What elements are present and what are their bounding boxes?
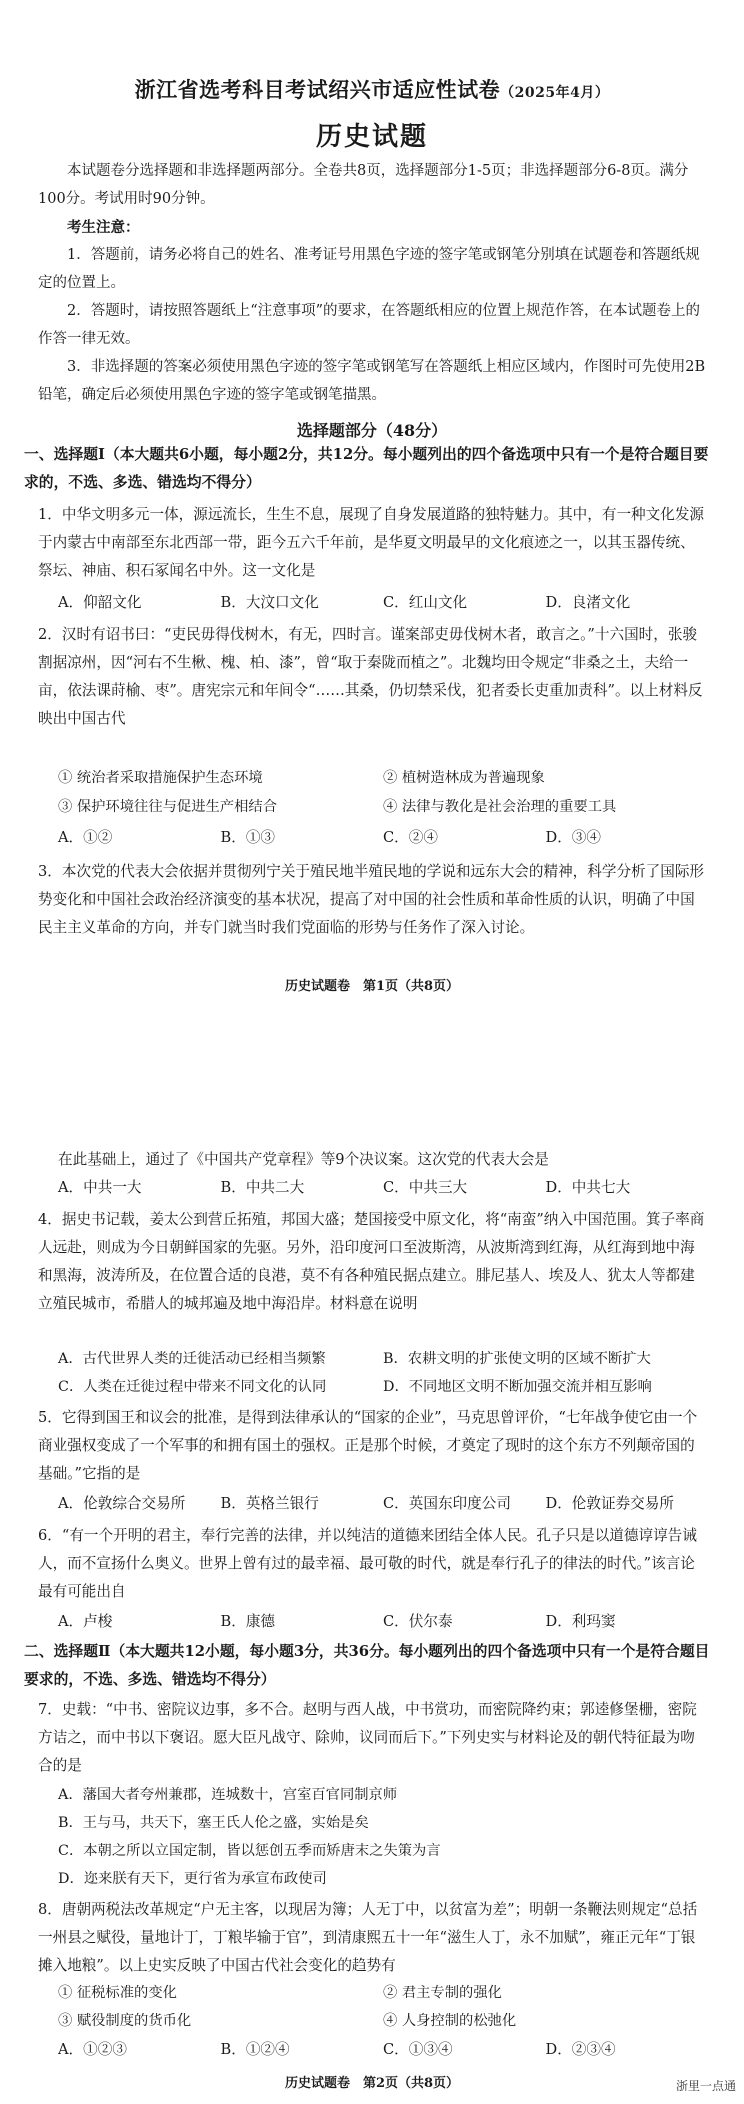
option-d: D．②③④ xyxy=(545,2041,616,2058)
question-2-statements-row1 xyxy=(58,767,708,787)
option-a: A．仰韶文化 xyxy=(58,594,142,611)
statement-3: ③ 赋役制度的货币化 xyxy=(58,2013,192,2029)
option-b: B．①②④ xyxy=(220,2041,290,2058)
question-2-options xyxy=(58,826,708,847)
option-a: A．①② xyxy=(58,829,113,846)
watermark: 浙里一点通 xyxy=(675,2079,736,2093)
question-3-stem-continued: 在此基础上，通过了《中国共产党章程》等9个决议案。这次党的代表大会是 xyxy=(58,1151,549,1168)
question-7-option-a: A．藩国大者夸州兼郡，连城数十，宫室百官同制京师 xyxy=(58,1787,398,1803)
option-d: D．利玛窦 xyxy=(545,1613,616,1630)
statement-3: ③ 保护环境往往与促进生产相结合 xyxy=(58,799,277,815)
page-footer-1: 历史试题卷 第1页（共8页） xyxy=(284,979,460,994)
option-d: D．不同地区文明不断加强交流并相互影响 xyxy=(383,1379,652,1395)
question-5-stem: 5．它得到国王和议会的批准，是得到法律承认的“国家的企业”，马克思曾评价，“七年战争使它由一个商业强权变成了一个军事的和拥有国土的强权。正是那个时候，才奠定了现时的这个东方不列颠帝国的基础。”它指的是 xyxy=(38,1409,698,1482)
option-a: A．卢梭 xyxy=(58,1613,113,1630)
option-b: B．英格兰银行 xyxy=(220,1495,319,1512)
subject-title: 历史试题 xyxy=(315,122,428,152)
question-6-stem: 6．“有一个开明的君主，奉行完善的法律，并以纯洁的道德来团结全体人民。孔子只是以道德谆谆告诫人，而不宣扬什么奥义。世界上曾有过的最幸福、最可敬的时代，就是奉行孔子的律法的时代。”该言论最有可能出自 xyxy=(38,1527,697,1600)
page-gap xyxy=(0,1005,744,1130)
question-8-options xyxy=(58,2038,708,2059)
page-footer-2: 历史试题卷 第2页（共8页） xyxy=(284,2076,460,2091)
question-8-statements-row2 xyxy=(58,2010,708,2030)
section2-heading: 二、选择题Ⅱ（本大题共12小题，每小题3分，共36分。每小题列出的四个备选项中只有一个是符合题目要求的，不选、多选、错选均不得分） xyxy=(24,1643,710,1688)
exam-page-1 xyxy=(0,0,744,1005)
option-d: D．③④ xyxy=(545,829,601,846)
question-1-stem: 1．中华文明多元一体，源远流长，生生不息，展现了自身发展道路的独特魅力。其中，有一种文化发源于内蒙古中南部至东北西部一带，距今五六千年前，是华夏文明最早的文化痕迹之一，以其玉器传统、祭坛、神庙、积石冢闻名中外。这一文化是 xyxy=(38,506,705,579)
exam-page-2 xyxy=(0,1130,744,2104)
question-5-options xyxy=(58,1492,708,1513)
question-8-statements-row1 xyxy=(58,1982,708,2002)
option-a: A．古代世界人类的迁徙活动已经相当频繁 xyxy=(58,1351,326,1367)
option-c: C．②④ xyxy=(383,829,438,846)
option-a: A．伦敦综合交易所 xyxy=(58,1495,186,1512)
option-d: D．伦敦证券交易所 xyxy=(545,1495,674,1512)
option-c: C．中共三大 xyxy=(383,1179,468,1196)
option-d: D．良渚文化 xyxy=(545,594,631,611)
statement-1: ① 征税标准的变化 xyxy=(58,1985,177,2001)
option-d: D．中共七大 xyxy=(545,1179,631,1196)
option-b: B．①③ xyxy=(220,829,276,846)
option-c: C．伏尔泰 xyxy=(383,1613,453,1630)
option-b: B．康德 xyxy=(220,1613,276,1630)
notice-title: 考生注意： xyxy=(67,219,140,236)
question-2-statements-row2 xyxy=(58,796,708,816)
statement-1: ① 统治者采取措施保护生态环境 xyxy=(58,770,263,786)
option-c: C．红山文化 xyxy=(383,594,468,611)
question-6-options xyxy=(58,1610,708,1631)
question-7-option-b: B．王与马，共天下，塞王氏人伦之盛，实始是矣 xyxy=(58,1815,369,1831)
question-4-stem: 4．据史书记载，姜太公到营丘拓殖，邦国大盛；楚国接受中原文化，将“南蛮”纳入中国范围。箕子率商人远赴，则成为今日朝鲜国家的先驱。另外，沿印度河口至波斯湾，从波斯湾到红海，从红海到地中海和黑海，波涛所及，在位置合适的良港，莫不有各种殖民据点建立。腓尼基人、埃及人、犹太人等都建立殖民城市，希腊人的城邦遍及地中海沿岸。材料意在说明 xyxy=(38,1211,705,1312)
option-a: A．中共一大 xyxy=(58,1179,142,1196)
question-7-option-c: C．本朝之所以立国定制，皆以惩创五季而矫唐末之失策为言 xyxy=(58,1843,441,1859)
notice-item-1: 1．答题前，请务必将自己的姓名、准考证号用黑色字迹的签字笔或钢笔分别填在试题卷和答题纸规定的位置上。 xyxy=(38,247,700,291)
question-3-stem: 3．本次党的代表大会依据并贯彻列宁关于殖民地半殖民地的学说和远东大会的精神，科学分析了国际形势变化和中国社会政治经济演变的基本状况，提高了对中国的社会性质和革命性质的认识，明确了中国民主主义革命的方向，并专门就当时我们党面临的形势与任务作了深入讨论。 xyxy=(38,863,705,936)
option-c: C．英国东印度公司 xyxy=(383,1495,511,1512)
question-3-options xyxy=(58,1176,708,1197)
statement-2: ② 植树造林成为普遍现象 xyxy=(383,770,545,786)
exam-title: 浙江省选考科目考试绍兴市适应性试卷（2025年4月） xyxy=(134,77,610,102)
option-c: C．①③④ xyxy=(383,2041,453,2058)
option-c: C．人类在迁徙过程中带来不同文化的认同 xyxy=(58,1379,327,1395)
option-a: A．①②③ xyxy=(58,2041,127,2058)
notice-item-2: 2．答题时，请按照答题纸上“注意事项”的要求，在答题纸相应的位置上规范作答，在本试题卷上的作答一律无效。 xyxy=(38,303,701,347)
question-7-stem: 7．史载：“中书、密院议边事，多不合。赵明与西人战，中书赏功，而密院降约束；郭逵修堡栅，密院方诘之，而中书以下褒诏。愿大臣凡战守、除帅，议同而后下。”下列史实与材料论及的朝代特征最为吻合的是 xyxy=(38,1701,697,1774)
statement-4: ④ 人身控制的松弛化 xyxy=(383,2013,517,2029)
question-8-stem: 8．唐朝两税法改革规定“户无主客，以现居为簿；人无丁中，以贫富为差”；明朝一条鞭法则规定“总括一州县之赋役，量地计丁，丁粮毕输于官”，到清康熙五十一年“滋生人丁，永不加赋”，雍正元年“丁银摊入地粮”。以上史实反映了中国古代社会变化的趋势有 xyxy=(38,1901,698,1974)
statement-2: ② 君主专制的强化 xyxy=(383,1985,502,2001)
question-4-options-row1 xyxy=(58,1348,708,1368)
option-b: B．中共二大 xyxy=(220,1179,305,1196)
option-b: B．大汶口文化 xyxy=(220,594,319,611)
statement-4: ④ 法律与教化是社会治理的重要工具 xyxy=(383,799,617,815)
notice-item-3: 3．非选择题的答案必须使用黑色字迹的签字笔或钢笔写在答题纸上相应区域内，作图时可先使用2B铅笔，确定后必须使用黑色字迹的签字笔或钢笔描黑。 xyxy=(38,359,706,403)
part1-title: 选择题部分（48分） xyxy=(296,421,448,440)
question-1-options xyxy=(58,591,708,612)
question-2-stem: 2．汉时有诏书曰：“吏民毋得伐树木，有无，四时言。谨案部吏毋伐树木者，敢言之。”十六国时，张骏割据凉州，因“河右不生楸、槐、柏、漆”，曾“取于秦陇而植之”。北魏均田令规定“非桑之土，夫给一亩，依法课莳榆、枣”。唐宪宗元和年间令“……其桑，仍切禁采伐，犯者委长吏重加责科”。以上材料反映出中国古代 xyxy=(38,626,703,727)
question-4-options-row2 xyxy=(58,1376,708,1396)
question-7-option-d: D．迩来朕有天下，更行省为承宣布政使司 xyxy=(58,1871,327,1887)
option-b: B．农耕文明的扩张使文明的区域不断扩大 xyxy=(383,1351,651,1367)
section1-heading: 一、选择题Ⅰ（本大题共6小题，每小题2分，共12分。每小题列出的四个备选项中只有一个是符合题目要求的，不选、多选、错选均不得分） xyxy=(24,446,709,491)
exam-intro: 本试题卷分选择题和非选择题两部分。全卷共8页，选择题部分1-5页；非选择题部分6-8页。满分100分。考试用时90分钟。 xyxy=(38,163,689,207)
